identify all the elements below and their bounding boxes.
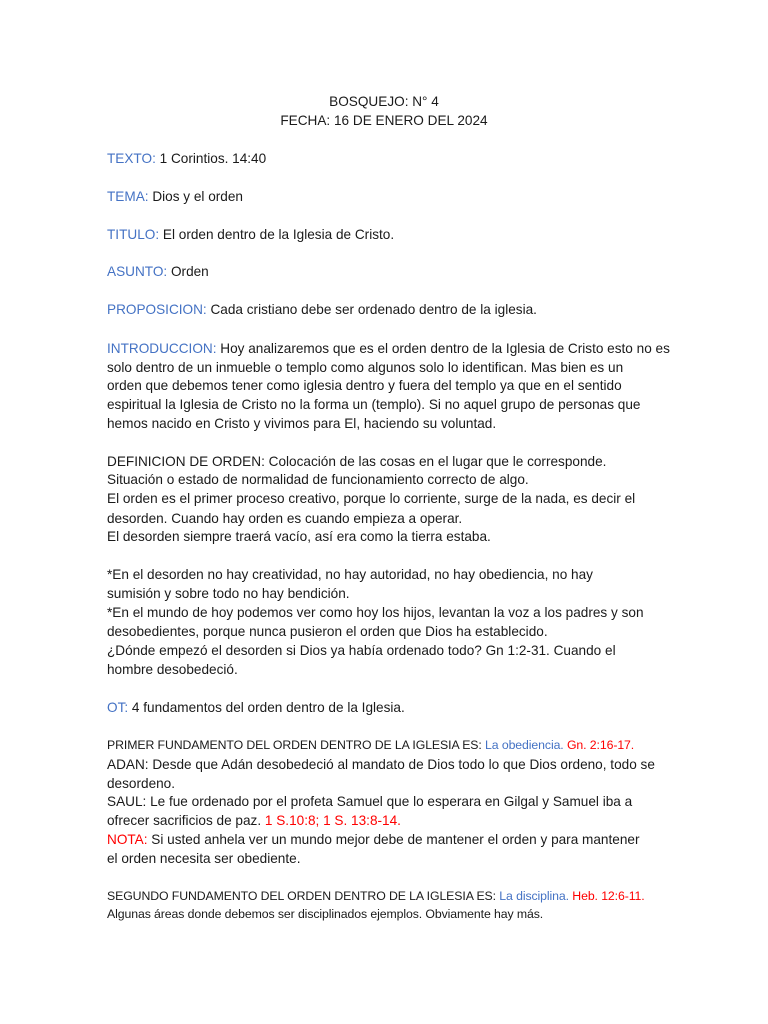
introduccion-label: INTRODUCCION:: [107, 341, 217, 356]
primer-fundamento-heading: [107, 736, 634, 755]
segundo-fundamento-heading: [107, 887, 645, 906]
introduccion-text: Hoy analizaremos que es el orden dentro de la Iglesia de Cristo esto no es: [216, 341, 670, 356]
asunto-line: [107, 262, 209, 281]
adan-line-2: desordeno.: [107, 776, 176, 791]
notas-line-6: hombre desobedeció.: [107, 662, 238, 677]
ot-line: [107, 698, 405, 717]
definicion-line-5: El desorden siempre traerá vacío, así era como la tierra estaba.: [107, 529, 491, 544]
definicion-line-4: desorden. Cuando hay orden es cuando empieza a operar.: [107, 511, 463, 526]
definicion-line-1: DEFINICION DE ORDEN: Colocación de las cosas en el lugar que le corresponde.: [107, 454, 607, 469]
segundo-reference: Heb. 12:6-11.: [568, 889, 645, 903]
titulo-label: TITULO:: [107, 227, 160, 242]
nota-line-2: el orden necesita ser obediente.: [107, 851, 301, 866]
nota-line-1: [107, 830, 639, 849]
nota-label: NOTA:: [107, 832, 148, 847]
saul-reference: 1 S.10:8; 1 S. 13:8-14.: [264, 813, 401, 828]
primer-heading-text: PRIMER FUNDAMENTO DEL ORDEN DENTRO DE LA IGLESIA ES:: [107, 738, 486, 752]
proposicion-label: PROPOSICION:: [107, 302, 207, 317]
saul-text: ofrecer sacrificios de paz.: [107, 813, 265, 828]
tema-value: Dios y el orden: [148, 189, 243, 204]
saul-line-2: [107, 811, 401, 830]
introduccion-line-2: solo dentro de un inmueble o templo como algunos solo lo identifican. Mas bien es un: [107, 360, 624, 375]
proposicion-value: Cada cristiano debe ser ordenado dentro de la iglesia.: [206, 302, 537, 317]
ot-label: OT:: [107, 700, 129, 715]
segundo-topic: La disciplina.: [499, 889, 569, 903]
notas-line-5: ¿Dónde empezó el desorden si Dios ya había ordenado todo? Gn 1:2-31. Cuando el: [107, 643, 616, 658]
introduccion-line-4: espiritual la Iglesia de Cristo no la forma un (templo). Si no aquel grupo de personas que: [107, 397, 641, 412]
titulo-value: El orden dentro de la Iglesia de Cristo.: [159, 227, 395, 242]
titulo-line: [107, 225, 394, 244]
notas-line-2: sumisión y sobre todo no hay bendición.: [107, 586, 350, 601]
introduccion-line-1: [107, 339, 670, 358]
asunto-value: Orden: [167, 264, 209, 279]
notas-line-1: *En el desorden no hay creatividad, no hay autoridad, no hay obediencia, no hay: [107, 567, 593, 582]
saul-line-1: SAUL: Le fue ordenado por el profeta Samuel que lo esperara en Gilgal y Samuel iba a: [107, 794, 633, 809]
ot-value: 4 fundamentos del orden dentro de la Iglesia.: [128, 700, 405, 715]
segundo-heading-text: SEGUNDO FUNDAMENTO DEL ORDEN DENTRO DE LA IGLESIA ES:: [107, 889, 500, 903]
outline-date: FECHA: 16 DE ENERO DEL 2024: [280, 113, 488, 128]
nota-text: Si usted anhela ver un mundo mejor debe de mantener el orden y para mantener: [147, 832, 640, 847]
tema-label: TEMA:: [107, 189, 149, 204]
texto-label: TEXTO:: [107, 151, 156, 166]
primer-topic: La obediencia.: [485, 738, 564, 752]
adan-line-1: ADAN: Desde que Adán desobedeció al mandato de Dios todo lo que Dios ordeno, todo se: [107, 757, 655, 772]
introduccion-line-3: orden que debemos tener como iglesia dentro y fuera del templo ya que en el sentido: [107, 378, 622, 393]
definicion-line-2: Situación o estado de normalidad de funcionamiento correcto de algo.: [107, 472, 529, 487]
proposicion-line: [107, 300, 537, 319]
primer-reference: Gn. 2:16-17.: [563, 738, 635, 752]
tema-line: [107, 187, 243, 206]
asunto-label: ASUNTO:: [107, 264, 168, 279]
introduccion-line-5: hemos nacido en Cristo y vivimos para El, haciendo su voluntad.: [107, 416, 497, 431]
texto-value: 1 Corintios. 14:40: [155, 151, 267, 166]
segundo-line: Algunas áreas donde debemos ser disciplinados ejemplos. Obviamente hay más.: [107, 907, 544, 921]
outline-number: BOSQUEJO: N° 4: [329, 94, 439, 109]
definicion-line-3: El orden es el primer proceso creativo, porque lo corriente, surge de la nada, es decir el: [107, 491, 636, 506]
texto-line: [107, 149, 266, 168]
notas-line-4: desobedientes, porque nunca pusieron el orden que Dios ha establecido.: [107, 624, 548, 639]
notas-line-3: *En el mundo de hoy podemos ver como hoy los hijos, levantan la voz a los padres y son: [107, 605, 644, 620]
